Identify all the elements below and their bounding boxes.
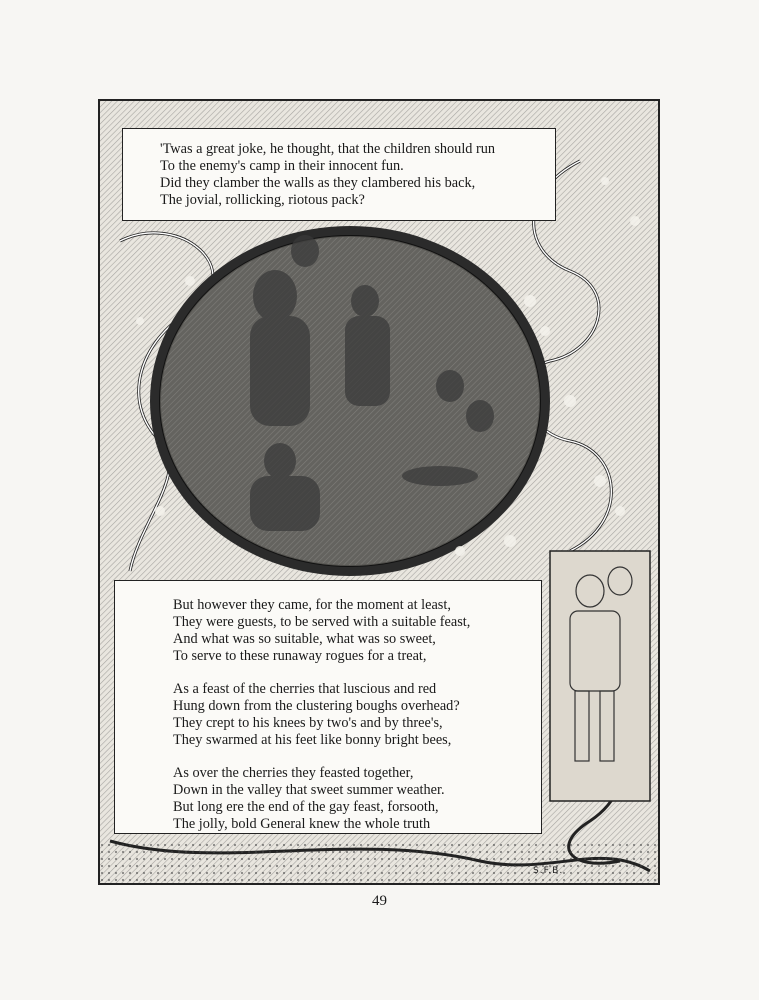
page-border-frame [98,99,660,885]
stanza [173,597,541,665]
verse-line: As a feast of the cherries that luscious and red [173,681,437,697]
verse-line: As over the cherries they feasted together, [173,765,414,781]
verse-line: To the enemy's camp in their innocent fun. [160,158,404,174]
verse-line: And what was so suitable, what was so sweet, [173,631,436,647]
top-verse-box [122,128,556,221]
verse-line: Did they clamber the walls as they clambered his back, [160,175,476,191]
verse-line: But long ere the end of the gay feast, forsooth, [173,799,439,815]
stanza [173,681,541,749]
verse-line: They swarmed at his feet like bonny bright bees, [173,732,452,748]
verse-line: Hung down from the clustering boughs overhead? [173,698,460,714]
verse-line: To serve to these runaway rogues for a treat, [173,648,427,664]
page-number: 49 [372,893,387,909]
verse-line: They were guests, to be served with a suitable feast, [173,614,471,630]
stanza [173,765,541,833]
verse-line: Down in the valley that sweet summer weather. [173,782,445,798]
verse-line: The jovial, rollicking, riotous pack? [160,192,365,208]
bottom-verse-box [114,580,542,834]
artist-signature: S.F.B. [533,866,564,876]
verse-line: But however they came, for the moment at least, [173,597,451,613]
verse-line: They crept to his knees by two's and by three's, [173,715,443,731]
verse-line: The jolly, bold General knew the whole truth [173,816,431,832]
verse-line: 'Twas a great joke, he thought, that the children should run [160,141,496,157]
